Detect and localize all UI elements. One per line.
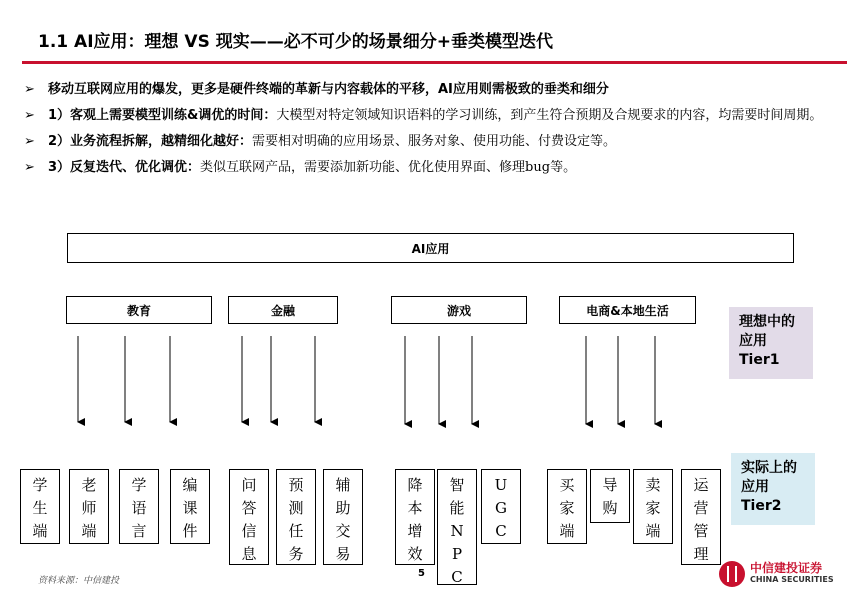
leaf-ugc-box <box>481 469 521 544</box>
category-finance-box: 金融 <box>228 296 338 324</box>
leaf-operations-box <box>681 469 721 565</box>
leaf-qa-box <box>229 469 269 565</box>
source-footnote: 资料来源：中信建投 <box>38 576 120 586</box>
bullet-lead: 1）客观上需要模型训练&调优的时间： <box>48 108 277 123</box>
leaf-label: 编课件 <box>182 476 198 540</box>
bullet-text: 移动互联网应用的爆发，更多是硬件终端的革新与内容载体的平移，AI应用则需极致的垂类和细分 <box>48 82 609 97</box>
category-gaming-box: 游戏 <box>391 296 527 324</box>
leaf-trading-box <box>323 469 363 565</box>
arrow-bullet-icon: ➢ <box>24 134 35 149</box>
logo-cn-text: 中信建投证券 <box>750 561 823 575</box>
leaf-label: 辅助交易 <box>335 476 351 563</box>
company-logo <box>719 561 834 587</box>
tier1-label: 理想中的应用Tier1 <box>729 307 813 379</box>
leaf-student-box <box>20 469 60 544</box>
page-title: 1.1 AI应用：理想 VS 现实——必不可少的场景细分+垂类模型迭代 <box>38 32 553 52</box>
leaf-label: 学生端 <box>32 476 48 540</box>
leaf-label: 问答信息 <box>241 476 257 563</box>
page-number: 5 <box>418 568 425 579</box>
leaf-prediction-box <box>276 469 316 565</box>
leaf-label: 预测任务 <box>288 476 304 563</box>
leaf-label: 卖家端 <box>645 476 661 540</box>
leaf-seller-box <box>633 469 673 544</box>
citic-logo-icon <box>719 561 745 587</box>
leaf-guide-box <box>590 469 630 523</box>
leaf-language-box <box>119 469 159 544</box>
tier2-label: 实际上的应用Tier2 <box>731 453 815 525</box>
arrow-bullet-icon: ➢ <box>24 160 35 175</box>
bullet-lead: 3）反复迭代、优化调优： <box>48 160 201 175</box>
leaf-courseware-box <box>170 469 210 544</box>
leaf-label: 降本增效 <box>407 476 423 563</box>
leaf-label: 老师端 <box>81 476 97 540</box>
leaf-label: UGC <box>494 476 508 540</box>
leaf-label: 智能NPC <box>449 476 465 586</box>
arrow-bullet-icon: ➢ <box>24 108 35 123</box>
leaf-buyer-box <box>547 469 587 544</box>
bullet-text: 大模型对特定领域知识语料的学习训练，到产生符合预期及合规要求的内容，均需要时间周期。 <box>276 108 823 123</box>
bullet-text: 需要相对明确的应用场景、服务对象、使用功能、付费设定等。 <box>252 134 617 149</box>
category-education-box: 教育 <box>66 296 212 324</box>
leaf-teacher-box <box>69 469 109 544</box>
bullet-lead: 2）业务流程拆解，越精细化越好： <box>48 134 253 149</box>
logo-en-text: CHINA SECURITIES <box>750 575 834 584</box>
diagram-root-box: AI应用 <box>67 233 794 263</box>
category-ecommerce-box: 电商&本地生活 <box>559 296 696 324</box>
arrow-bullet-icon: ➢ <box>24 82 35 97</box>
leaf-efficiency-box <box>395 469 435 565</box>
leaf-label: 运营管理 <box>693 476 709 563</box>
leaf-label: 买家端 <box>559 476 575 540</box>
leaf-label: 学语言 <box>131 476 147 540</box>
bullet-text: 类似互联网产品，需要添加新功能、优化使用界面、修理bug等。 <box>200 160 577 175</box>
leaf-label: 导购 <box>602 476 618 517</box>
leaf-npc-box <box>437 469 477 585</box>
